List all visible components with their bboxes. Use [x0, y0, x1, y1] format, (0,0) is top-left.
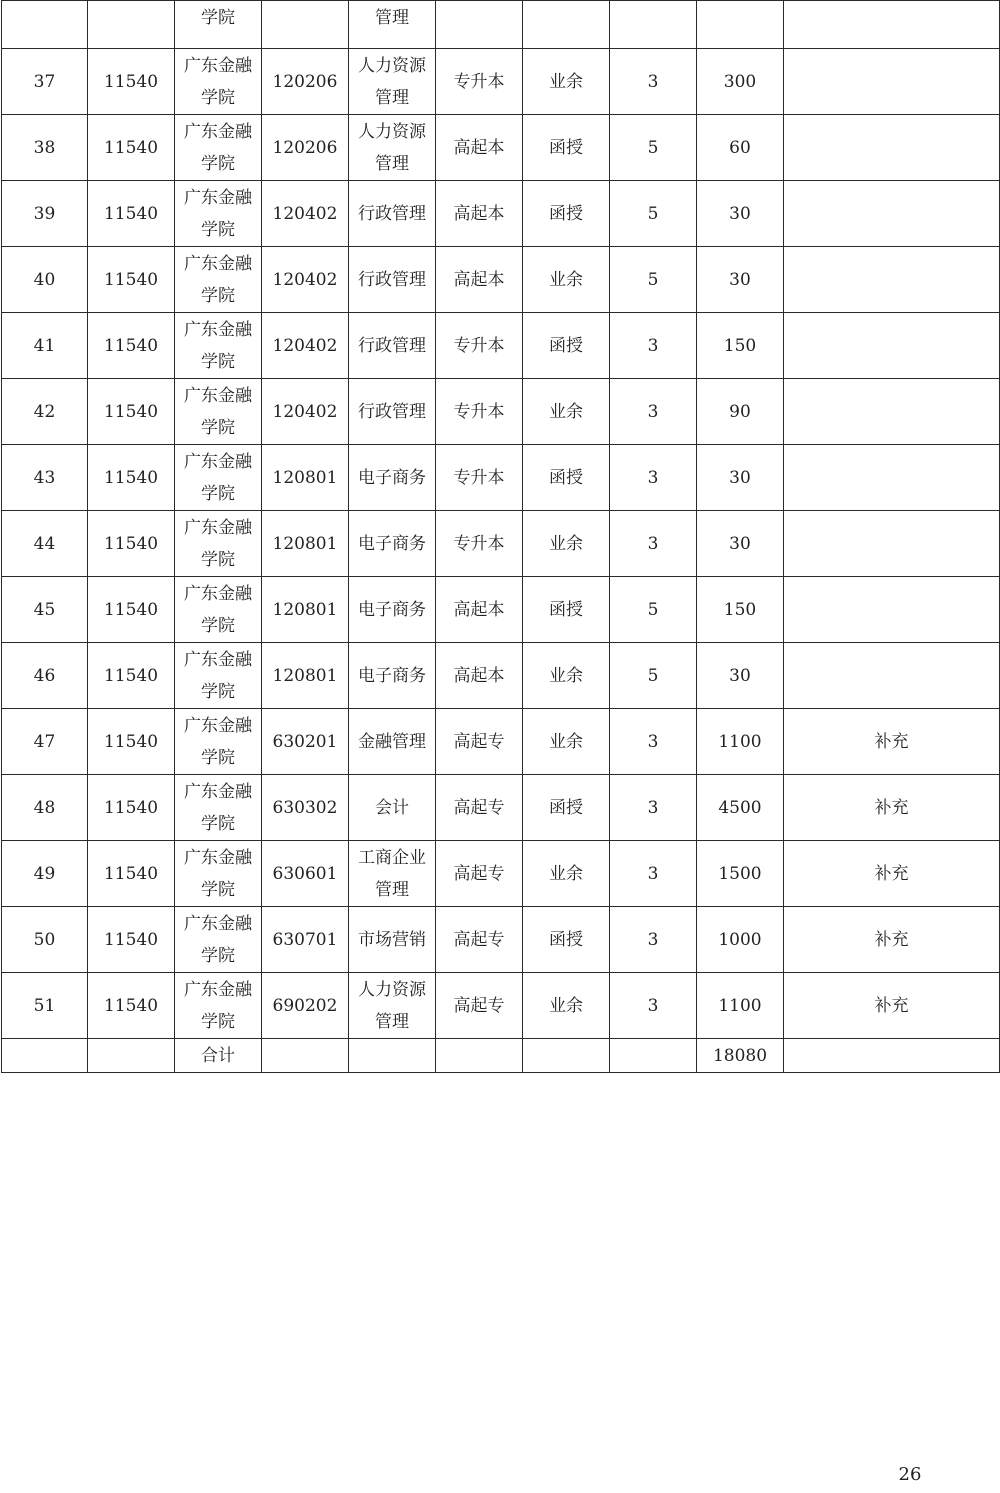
- cell-major-code: 120402: [262, 313, 349, 379]
- cell-school-text: 广东金融学院: [184, 847, 252, 900]
- cell-school: [175, 577, 262, 643]
- cell-note: [784, 379, 1000, 445]
- cell-major-code: 630701: [262, 907, 349, 973]
- cell-no: 42: [2, 379, 88, 445]
- cell-no: 43: [2, 445, 88, 511]
- cell-major: [349, 973, 436, 1039]
- cell-no: 46: [2, 643, 88, 709]
- cell-major: [349, 247, 436, 313]
- cell-level: 高起本: [436, 643, 523, 709]
- cell-code: 11540: [88, 709, 175, 775]
- cell-empty: [88, 1039, 175, 1073]
- cell-school-text: 广东金融学院: [184, 649, 252, 702]
- cell-major: [349, 775, 436, 841]
- cell-note: [784, 49, 1000, 115]
- cell-no: 39: [2, 181, 88, 247]
- cell-empty: [610, 1, 697, 49]
- cell-no: 51: [2, 973, 88, 1039]
- cell-level: 高起本: [436, 181, 523, 247]
- cell-years: 3: [610, 841, 697, 907]
- cell-school: [175, 115, 262, 181]
- total-value: 18080: [697, 1039, 784, 1073]
- cell-level: 高起本: [436, 247, 523, 313]
- cell-level: 高起专: [436, 973, 523, 1039]
- cell-note: [784, 247, 1000, 313]
- enrollment-plan-table: [1, 0, 1000, 1073]
- cell-major-code: 120206: [262, 49, 349, 115]
- cell-school-text: 广东金融学院: [184, 451, 252, 504]
- cell-plan: 1500: [697, 841, 784, 907]
- table-row: [2, 511, 1000, 577]
- table-row: [2, 181, 1000, 247]
- table-row: [2, 973, 1000, 1039]
- cell-school-text: 广东金融学院: [184, 187, 252, 240]
- cell-code: 11540: [88, 445, 175, 511]
- cell-empty: [88, 1, 175, 49]
- cell-no: 49: [2, 841, 88, 907]
- cell-form: 函授: [523, 775, 610, 841]
- cell-major-code: 120402: [262, 181, 349, 247]
- cell-note: [784, 115, 1000, 181]
- cell-major: [349, 841, 436, 907]
- cell-years: 3: [610, 445, 697, 511]
- cell-no: 38: [2, 115, 88, 181]
- cell-school-text: 广东金融学院: [184, 253, 252, 306]
- cell-no: 45: [2, 577, 88, 643]
- cell-major-code: 120801: [262, 511, 349, 577]
- cell-empty: [697, 1, 784, 49]
- cell-plan: 30: [697, 643, 784, 709]
- cell-major-code: 120402: [262, 247, 349, 313]
- cell-empty: [2, 1039, 88, 1073]
- table-row: [2, 841, 1000, 907]
- table-row: [2, 445, 1000, 511]
- cell-form: 业余: [523, 841, 610, 907]
- cell-note: [784, 577, 1000, 643]
- cell-major-code: 120801: [262, 643, 349, 709]
- table-row: [2, 577, 1000, 643]
- cell-years: 5: [610, 247, 697, 313]
- cell-school: [175, 775, 262, 841]
- cell-major-code: 630201: [262, 709, 349, 775]
- cell-major-text: 人力资源管理: [358, 979, 426, 1032]
- cell-note: 补充: [784, 775, 1000, 841]
- cell-school-text: 广东金融学院: [184, 715, 252, 768]
- cell-school: [175, 49, 262, 115]
- cell-no: 44: [2, 511, 88, 577]
- cell-note: [784, 445, 1000, 511]
- cell-major: [349, 511, 436, 577]
- cell-major-text: 电子商务: [358, 665, 426, 686]
- cell-years: 5: [610, 181, 697, 247]
- cell-major-text: 电子商务: [358, 467, 426, 488]
- cell-empty: [436, 1039, 523, 1073]
- cell-years: 3: [610, 907, 697, 973]
- cell-major: [349, 181, 436, 247]
- cell-level: 专升本: [436, 313, 523, 379]
- cell-form: 函授: [523, 577, 610, 643]
- cell-form: 函授: [523, 445, 610, 511]
- cell-years: 5: [610, 643, 697, 709]
- cell-no: 40: [2, 247, 88, 313]
- cell-level: 专升本: [436, 49, 523, 115]
- cell-form: 函授: [523, 907, 610, 973]
- cell-school: [175, 709, 262, 775]
- cell-major: [349, 313, 436, 379]
- cell-major: [349, 709, 436, 775]
- cell-major-text: 市场营销: [358, 929, 426, 950]
- cell-empty: [262, 1, 349, 49]
- cell-school: [175, 247, 262, 313]
- cell-form: 业余: [523, 511, 610, 577]
- cell-level: 专升本: [436, 379, 523, 445]
- cell-empty: [349, 1039, 436, 1073]
- cell-no: 47: [2, 709, 88, 775]
- cell-school: [175, 643, 262, 709]
- cell-major-text: 电子商务: [358, 599, 426, 620]
- cell-major-code: 690202: [262, 973, 349, 1039]
- cell-major: 管理: [349, 1, 436, 49]
- cell-major: [349, 445, 436, 511]
- continued-row: [2, 1, 1000, 49]
- table-row: [2, 709, 1000, 775]
- cell-plan: 90: [697, 379, 784, 445]
- cell-level: 高起本: [436, 577, 523, 643]
- cell-major-text: 会计: [375, 797, 409, 818]
- cell-school: [175, 841, 262, 907]
- cell-form: 业余: [523, 379, 610, 445]
- cell-code: 11540: [88, 181, 175, 247]
- table-row: [2, 115, 1000, 181]
- cell-note: 补充: [784, 841, 1000, 907]
- cell-empty: [784, 1, 1000, 49]
- cell-major-text: 人力资源管理: [358, 121, 426, 174]
- cell-plan: 4500: [697, 775, 784, 841]
- cell-no: 50: [2, 907, 88, 973]
- cell-code: 11540: [88, 907, 175, 973]
- cell-form: 业余: [523, 709, 610, 775]
- cell-years: 3: [610, 379, 697, 445]
- cell-plan: 30: [697, 247, 784, 313]
- cell-school-text: 广东金融学院: [184, 319, 252, 372]
- cell-major-code: 120206: [262, 115, 349, 181]
- cell-form: 业余: [523, 49, 610, 115]
- cell-form: 函授: [523, 115, 610, 181]
- cell-code: 11540: [88, 511, 175, 577]
- cell-school: [175, 181, 262, 247]
- cell-empty: [436, 1, 523, 49]
- cell-school-text: 广东金融学院: [184, 979, 252, 1032]
- cell-major: [349, 577, 436, 643]
- cell-note: 补充: [784, 973, 1000, 1039]
- cell-plan: 1100: [697, 973, 784, 1039]
- cell-major-code: 120801: [262, 445, 349, 511]
- cell-school-text: 广东金融学院: [184, 121, 252, 174]
- cell-plan: 1100: [697, 709, 784, 775]
- cell-empty: [784, 1039, 1000, 1073]
- cell-school-text: 广东金融学院: [184, 517, 252, 570]
- cell-major: [349, 907, 436, 973]
- table-row: [2, 907, 1000, 973]
- cell-major: [349, 643, 436, 709]
- cell-years: 3: [610, 973, 697, 1039]
- cell-years: 3: [610, 709, 697, 775]
- cell-note: [784, 313, 1000, 379]
- cell-major: [349, 115, 436, 181]
- cell-years: 5: [610, 577, 697, 643]
- cell-note: 补充: [784, 709, 1000, 775]
- cell-code: 11540: [88, 247, 175, 313]
- cell-plan: 30: [697, 445, 784, 511]
- cell-level: 专升本: [436, 445, 523, 511]
- cell-school: [175, 445, 262, 511]
- cell-plan: 300: [697, 49, 784, 115]
- cell-no: 48: [2, 775, 88, 841]
- cell-school-text: 广东金融学院: [184, 781, 252, 834]
- cell-code: 11540: [88, 577, 175, 643]
- cell-plan: 30: [697, 511, 784, 577]
- cell-form: 函授: [523, 313, 610, 379]
- cell-major-text: 行政管理: [358, 203, 426, 224]
- cell-years: 3: [610, 49, 697, 115]
- cell-level: 高起本: [436, 115, 523, 181]
- table-row: [2, 775, 1000, 841]
- cell-major-text: 电子商务: [358, 533, 426, 554]
- table-row: [2, 49, 1000, 115]
- cell-major-text: 行政管理: [358, 335, 426, 356]
- cell-school-text: 广东金融学院: [184, 385, 252, 438]
- table-row: [2, 313, 1000, 379]
- cell-code: 11540: [88, 775, 175, 841]
- cell-code: 11540: [88, 313, 175, 379]
- cell-empty: [610, 1039, 697, 1073]
- table-row: [2, 247, 1000, 313]
- cell-school: [175, 907, 262, 973]
- cell-plan: 30: [697, 181, 784, 247]
- cell-form: 业余: [523, 643, 610, 709]
- cell-level: 高起专: [436, 841, 523, 907]
- cell-years: 3: [610, 313, 697, 379]
- cell-major-text: 人力资源管理: [358, 55, 426, 108]
- cell-empty: [262, 1039, 349, 1073]
- cell-note: 补充: [784, 907, 1000, 973]
- cell-level: 专升本: [436, 511, 523, 577]
- cell-major-code: 120801: [262, 577, 349, 643]
- cell-plan: 60: [697, 115, 784, 181]
- cell-code: 11540: [88, 49, 175, 115]
- cell-plan: 150: [697, 313, 784, 379]
- cell-school: [175, 511, 262, 577]
- cell-level: 高起专: [436, 709, 523, 775]
- cell-no: 41: [2, 313, 88, 379]
- cell-form: 函授: [523, 181, 610, 247]
- cell-major: [349, 379, 436, 445]
- cell-major-text: 金融管理: [358, 731, 426, 752]
- cell-no: 37: [2, 49, 88, 115]
- table-row: [2, 379, 1000, 445]
- cell-school: [175, 313, 262, 379]
- cell-major-code: 630302: [262, 775, 349, 841]
- table-row: [2, 643, 1000, 709]
- cell-years: 3: [610, 511, 697, 577]
- cell-school: [175, 973, 262, 1039]
- cell-plan: 150: [697, 577, 784, 643]
- cell-years: 3: [610, 775, 697, 841]
- cell-major-text: 工商企业管理: [358, 847, 426, 900]
- total-label: 合计: [175, 1039, 262, 1073]
- cell-code: 11540: [88, 115, 175, 181]
- cell-plan: 1000: [697, 907, 784, 973]
- cell-note: [784, 511, 1000, 577]
- cell-code: 11540: [88, 973, 175, 1039]
- cell-school: 学院: [175, 1, 262, 49]
- page-number: 26: [898, 1464, 922, 1485]
- cell-level: 高起专: [436, 907, 523, 973]
- cell-major-code: 120402: [262, 379, 349, 445]
- cell-major-code: 630601: [262, 841, 349, 907]
- cell-empty: [523, 1, 610, 49]
- cell-code: 11540: [88, 643, 175, 709]
- cell-major-text: 行政管理: [358, 401, 426, 422]
- cell-major-text: 行政管理: [358, 269, 426, 290]
- cell-level: 高起专: [436, 775, 523, 841]
- cell-form: 业余: [523, 973, 610, 1039]
- cell-note: [784, 181, 1000, 247]
- total-row: [2, 1039, 1000, 1073]
- cell-school: [175, 379, 262, 445]
- cell-code: 11540: [88, 379, 175, 445]
- cell-school-text: 广东金融学院: [184, 913, 252, 966]
- cell-school-text: 广东金融学院: [184, 55, 252, 108]
- cell-empty: [2, 1, 88, 49]
- cell-major: [349, 49, 436, 115]
- cell-note: [784, 643, 1000, 709]
- cell-form: 业余: [523, 247, 610, 313]
- cell-code: 11540: [88, 841, 175, 907]
- cell-empty: [523, 1039, 610, 1073]
- cell-school-text: 广东金融学院: [184, 583, 252, 636]
- cell-years: 5: [610, 115, 697, 181]
